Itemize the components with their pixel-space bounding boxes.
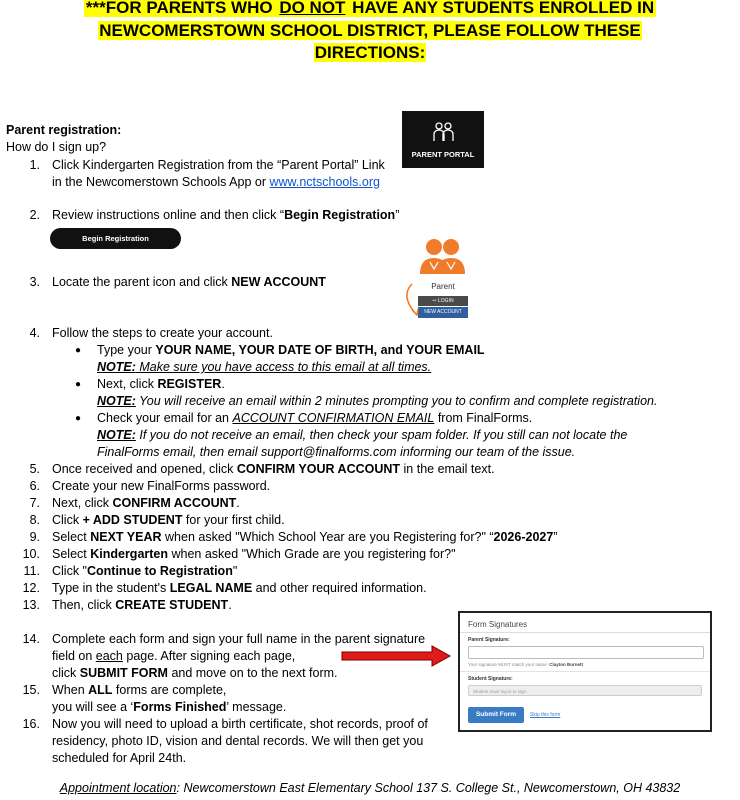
new-account-button[interactable]: NEW ACCOUNT [418, 307, 468, 318]
student-signature-label: Student Signature: [468, 676, 513, 682]
appointment-location: Appointment location: Newcomerstown East Elementary School 137 S. College St., Newcomerstown, OH 43832 [59, 781, 681, 795]
red-arrow-icon [340, 645, 452, 667]
skip-form-link[interactable]: Skip this form [530, 712, 561, 718]
login-button[interactable]: ⇨ LOGIN [418, 296, 468, 306]
panel-title: Form Signatures [468, 620, 528, 629]
curved-arrow-icon [398, 282, 422, 318]
portal-label: PARENT PORTAL [411, 150, 475, 159]
title-line-3: DIRECTIONS: [314, 43, 426, 62]
section-subheading: How do I sign up? [6, 140, 107, 154]
parent-icon [418, 234, 468, 276]
title-line-1: ***FOR PARENTS WHO DO NOT HAVE ANY STUDENTS ENROLLED IN [85, 0, 655, 17]
signature-hint: Your signature MUST match your name: Clayton Burnett [468, 662, 584, 667]
school-link[interactable]: www.nctschools.org [269, 175, 380, 189]
submit-form-button[interactable]: Submit Form [468, 707, 524, 723]
form-signatures-panel [458, 611, 712, 732]
parent-portal-tile [402, 111, 484, 168]
parent-signature-label: Parent Signature: [468, 637, 510, 643]
begin-registration-button[interactable]: Begin Registration [50, 228, 181, 249]
section-heading: Parent registration: [6, 123, 122, 137]
title-line-2: NEWCOMERSTOWN SCHOOL DISTRICT, PLEASE FOLLOW THESE [99, 21, 641, 40]
parent-label: Parent [431, 282, 455, 291]
parent-signature-input[interactable] [468, 646, 704, 659]
parent-widget [398, 234, 472, 324]
family-icon [402, 111, 484, 168]
student-signature-input[interactable]: Student must log in to sign [468, 685, 702, 696]
